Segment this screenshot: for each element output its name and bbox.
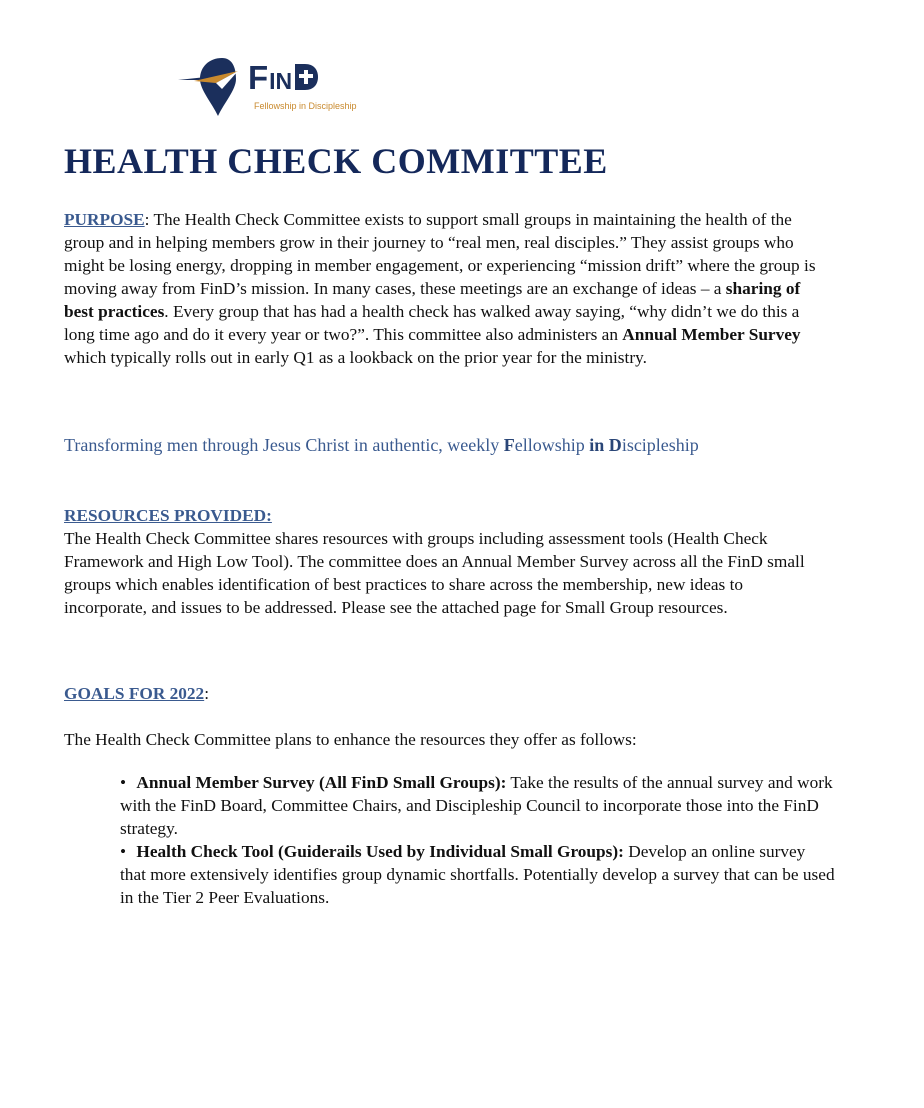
purpose-text-1: The Health Check Committee exists to support small groups in maintaining the health of the group and in helping members grow in their journey to “real men, real disciples.” They assist groups who might be losing energy, dropping in member engagement, or experiencing “mission drift” where the group is moving away from FinD’s mission. In many cases, these meetings are an exchange of ideas – a: [64, 210, 816, 298]
bullet-icon: •: [120, 842, 127, 861]
goal-item-text: Develop an online survey that more extensively identifies group dynamic shortfalls. Potentially develop a survey that can be used in the Tier 2 Peer Evaluations.: [120, 842, 835, 907]
purpose-heading: PURPOSE: [64, 210, 145, 229]
logo-tagline: Fellowship in Discipleship: [254, 101, 357, 111]
purpose-paragraph: [64, 208, 834, 369]
goal-item-title: Health Check Tool (Guiderails Used by Individual Small Groups):: [136, 842, 624, 861]
resources-heading: [64, 504, 272, 527]
goals-heading-label: GOALS FOR 2022: [64, 684, 205, 703]
goals-list: [90, 771, 835, 909]
tagline-bold-2: in D: [589, 435, 622, 455]
logo-letter-f: F: [248, 59, 270, 96]
resources-heading-label: RESOURCES PROVIDED:: [64, 506, 272, 525]
goals-intro: The Health Check Committee plans to enhance the resources they offer as follows:: [64, 730, 637, 749]
purpose-colon: :: [144, 210, 150, 229]
goals-colon: :: [204, 684, 209, 703]
logo-d-cross-icon: [293, 63, 319, 91]
tagline-bold-1: F: [503, 435, 515, 455]
goal-item: [90, 840, 835, 909]
tagline-text-1: Transforming men through Jesus Christ in authentic, weekly: [64, 435, 504, 455]
bullet-icon: •: [120, 773, 127, 792]
goals-heading: [64, 682, 209, 705]
location-pin-icon: [176, 56, 248, 118]
purpose-bold-1: sharing of best practices: [64, 279, 801, 321]
page-title: HEALTH CHECK COMMITTEE: [64, 141, 608, 181]
logo-letters-in: IN: [269, 68, 293, 94]
tagline-text-3: iscipleship: [621, 435, 699, 455]
purpose-bold-2: Annual Member Survey: [622, 325, 801, 344]
purpose-text-2: . Every group that has had a health check has walked away saying, “why didn’t we do this a long time ago and do it every year or two?”. This committee also administers an: [64, 302, 800, 344]
goal-item-title: Annual Member Survey (All FinD Small Groups):: [136, 773, 507, 792]
tagline-text-2: ellowship: [514, 435, 590, 455]
logo-wordmark: [248, 61, 319, 94]
mission-tagline: [64, 435, 699, 456]
resources-paragraph: The Health Check Committee shares resources with groups including assessment tools (Health Check Framework and High Low Tool). The committee does an Annual Member Survey across all the FinD small groups which enables identification of best practices to share across the membership, new ideas to incorporate, and issues to be addressed. Please see the attached page for Small Group resources.: [64, 529, 805, 617]
goal-item: [90, 771, 835, 840]
find-logo: [176, 56, 376, 122]
purpose-text-3: which typically rolls out in early Q1 as a lookback on the prior year for the ministry.: [64, 348, 647, 367]
goal-item-text: Take the results of the annual survey and work with the FinD Board, Committee Chairs, and Discipleship Council to incorporate those into the FinD strategy.: [120, 773, 833, 838]
